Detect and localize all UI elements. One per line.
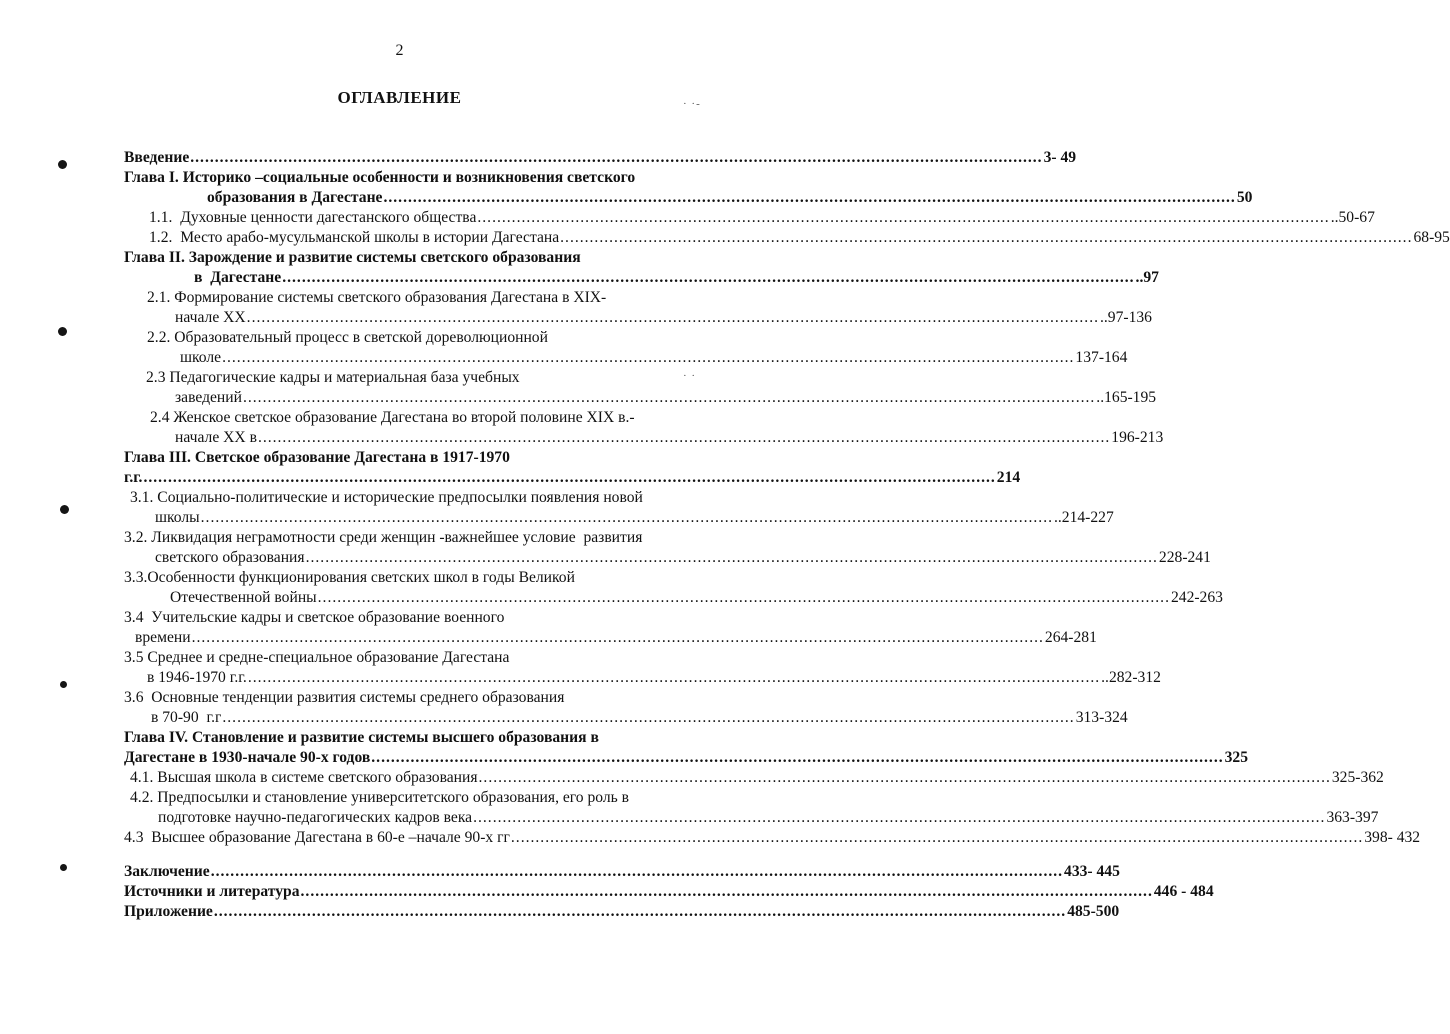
toc-section-3-2-heading: 3.2. Ликвидация неграмотности среди женщин -важнейшее условие развития	[124, 529, 643, 546]
toc-section-3-2: светского образования .............................................................................................................................................................................. 228-241	[155, 549, 1211, 566]
toc-section-2-3: заведений .............................................................................................................................................................................. ..165-195	[175, 389, 1157, 406]
toc-section-2-1: начале XX .............................................................................................................................................................................. ..97-136	[175, 309, 1152, 326]
scan-speck: · ·-	[683, 98, 701, 110]
toc-section-3-1-heading: 3.1. Социально-политические и исторические предпосылки появления новой	[130, 489, 643, 506]
punch-hole-mark	[60, 505, 69, 514]
toc-section-3-4: времени .............................................................................................................................................................................. 264-281	[135, 629, 1097, 646]
toc-chapter-2: в Дагестане .............................................................................................................................................................................. ..97	[194, 269, 1159, 286]
toc-entry-intro: Введение .............................................................................................................................................................................. 3- 49	[124, 149, 1077, 166]
toc-entry-appendix: Приложение .............................................................................................................................................................................. 485-500	[124, 903, 1120, 920]
punch-hole-mark	[60, 864, 67, 871]
toc-chapter-4: Дагестане в 1930-начале 90-х годов .............................................................................................................................................................................. 325	[124, 749, 1248, 766]
toc-chapter-2-heading: Глава II. Зарождение и развитие системы светского образования	[124, 249, 581, 266]
toc-section-2-1-heading: 2.1. Формирование системы светского образования Дагестана в XIX-	[147, 289, 607, 306]
toc-entry-sources: Источники и литература .............................................................................................................................................................................. 446 - 484	[124, 883, 1214, 900]
toc-section-3-3: Отечественной войны .............................................................................................................................................................................. 242-263	[170, 589, 1223, 606]
toc-section-3-1: школы .............................................................................................................................................................................. ..214-227	[155, 509, 1114, 526]
toc-section-4-2-heading: 4.2. Предпосылки и становление университетского образования, его роль в	[130, 789, 630, 806]
page-number: 2	[395, 42, 404, 59]
toc-entry-conclusion: Заключение .............................................................................................................................................................................. 433- 445	[124, 863, 1120, 880]
toc-section-4-2: подготовке научно-педагогических кадров века .............................................................................................................................................................................. 363-397	[158, 809, 1379, 826]
toc-chapter-1-heading: Глава I. Историко –социальные особенности и возникновения светского	[124, 169, 636, 186]
punch-hole-mark	[58, 327, 67, 336]
scan-speck: · ·	[683, 370, 697, 382]
toc-chapter-3-heading: Глава III. Светское образование Дагестана в 1917-1970	[124, 449, 510, 466]
toc-title: ОГЛАВЛЕНИЕ	[337, 88, 462, 107]
toc-section-2-2: школе .............................................................................................................................................................................. 137-164	[180, 349, 1128, 366]
toc-section-3-6: в 70-90 г.г .............................................................................................................................................................................. 313-324	[151, 709, 1128, 726]
toc-chapter-1: образования в Дагестане .............................................................................................................................................................................. 50	[207, 189, 1253, 206]
toc-section-2-2-heading: 2.2. Образовательный процесс в светской дореволюционной	[147, 329, 548, 346]
toc-chapter-3: г.г. .............................................................................................................................................................................. 214	[124, 469, 1021, 486]
toc-section-2-3-heading: 2.3 Педагогические кадры и материальная база учебных	[146, 369, 520, 386]
toc-section-3-5: в 1946-1970 г.г. .............................................................................................................................................................................. ..282-312	[147, 669, 1161, 686]
toc-chapter-4-heading: Глава IV. Становление и развитие системы высшего образования в	[124, 729, 599, 746]
toc-section-2-4-heading: 2.4 Женское светское образование Дагестана во второй половине XIX в.-	[150, 409, 635, 426]
punch-hole-mark	[58, 160, 67, 169]
toc-section-3-5-heading: 3.5 Среднее и средне-специальное образование Дагестана	[124, 649, 510, 666]
toc-section-4-1: 4.1. Высшая школа в системе светского образования .............................................................................................................................................................................. 325-362	[130, 769, 1384, 786]
punch-hole-mark	[60, 681, 67, 688]
toc-section-3-3-heading: 3.3.Особенности функционирования светских школ в годы Великой	[124, 569, 575, 586]
toc-section-2-4: начале XX в .............................................................................................................................................................................. 196-213	[175, 429, 1164, 446]
toc-section-3-6-heading: 3.6 Основные тенденции развития системы среднего образования	[124, 689, 565, 706]
toc-section-3-4-heading: 3.4 Учительские кадры и светское образование военного	[124, 609, 505, 626]
toc-section-1-2: 1.2. Место арабо-мусульманской школы в истории Дагестана .............................................................................................................................................................................. 68-95	[149, 229, 1450, 246]
toc-section-1-1: 1.1. Духовные ценности дагестанского общества .............................................................................................................................................................................. ..50-67	[149, 209, 1375, 226]
toc-section-4-3: 4.3 Высшее образование Дагестана в 60-е –начале 90-х гг .............................................................................................................................................................................. 398- 432	[124, 829, 1421, 846]
